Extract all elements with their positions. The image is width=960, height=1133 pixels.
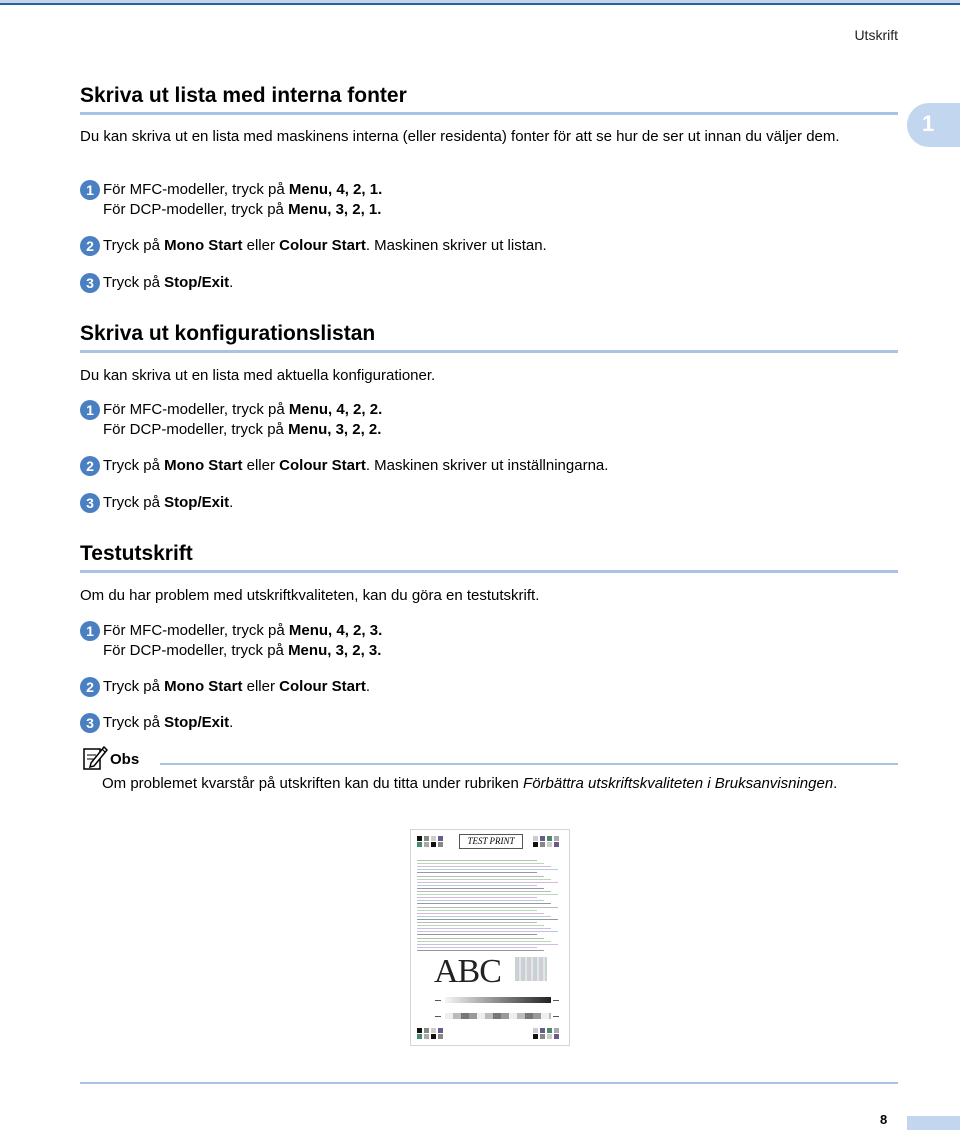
test-text-line xyxy=(417,910,537,911)
step-text: Tryck på xyxy=(103,274,160,291)
section-rule xyxy=(80,570,898,573)
chapter-number: 1 xyxy=(922,111,935,136)
running-header: Utskrift xyxy=(854,27,898,43)
bar-tick xyxy=(553,1016,559,1017)
test-text-line xyxy=(417,866,551,867)
color-square xyxy=(533,1028,538,1033)
step-text: För MFC-modeller, tryck på xyxy=(103,401,285,418)
key-label: Menu xyxy=(288,421,328,438)
step-text: . xyxy=(229,714,234,731)
page-tab xyxy=(907,1116,960,1130)
step-item xyxy=(80,713,895,733)
color-square xyxy=(533,1034,538,1039)
test-text-line xyxy=(417,941,551,942)
test-text-lines xyxy=(417,860,567,955)
test-text-line xyxy=(417,879,551,880)
color-square xyxy=(417,1034,422,1039)
test-text-line xyxy=(417,950,544,951)
key-label: Mono Start xyxy=(164,237,243,254)
color-square xyxy=(417,836,422,841)
page-number: 8 xyxy=(880,1112,888,1127)
footer-rule xyxy=(80,1082,898,1084)
color-square xyxy=(540,1028,545,1033)
step-text: För DCP-modeller, tryck på xyxy=(103,201,284,218)
test-text-line xyxy=(417,934,537,935)
step-number: 2 xyxy=(80,236,100,256)
menu-codes: , 3, 2, 1. xyxy=(327,201,382,218)
step-text: Tryck på xyxy=(103,678,160,695)
step-number: 2 xyxy=(80,456,100,476)
test-text-line xyxy=(417,885,537,886)
color-square xyxy=(540,1034,545,1039)
test-text-line xyxy=(417,922,537,923)
color-square xyxy=(417,842,422,847)
step-number: 3 xyxy=(80,273,100,293)
menu-codes: , 4, 2, 3. xyxy=(328,622,383,639)
color-square xyxy=(547,1028,552,1033)
key-label: Menu xyxy=(288,622,329,639)
test-text-line xyxy=(417,907,558,908)
test-text-line xyxy=(417,891,551,892)
step-text: För MFC-modeller, tryck på xyxy=(103,181,285,198)
color-square xyxy=(438,836,443,841)
test-text-line xyxy=(417,916,551,917)
top-rule xyxy=(0,0,960,5)
note-text-plain: . xyxy=(833,775,838,792)
color-square xyxy=(554,1034,559,1039)
bar-tick xyxy=(435,1016,441,1017)
step-item xyxy=(80,273,895,293)
test-print-title: TEST PRINT xyxy=(459,834,523,849)
key-label: Menu xyxy=(288,642,328,659)
test-text-line xyxy=(417,863,544,864)
section-rule xyxy=(80,350,898,353)
test-text-line xyxy=(417,944,558,945)
color-square xyxy=(540,842,545,847)
color-square xyxy=(554,836,559,841)
menu-codes: , 3, 2, 3. xyxy=(327,642,382,659)
menu-codes: , 3, 2, 2. xyxy=(327,421,382,438)
key-label: Colour Start xyxy=(279,678,366,695)
bar-tick xyxy=(553,1000,559,1001)
gray-gradient-bar xyxy=(445,997,551,1003)
step-number: 2 xyxy=(80,677,100,697)
step-text: eller xyxy=(246,457,275,474)
color-square xyxy=(547,1034,552,1039)
step-item xyxy=(80,456,895,476)
step-item xyxy=(80,236,895,256)
key-label: Menu xyxy=(288,181,329,198)
step-item xyxy=(80,400,895,442)
test-text-line xyxy=(417,888,544,889)
step-item xyxy=(80,677,895,697)
step-text: För MFC-modeller, tryck på xyxy=(103,622,285,639)
note-text xyxy=(102,774,892,794)
step-text: . xyxy=(229,274,234,291)
color-square xyxy=(438,1034,443,1039)
note-text-plain: Om problemet kvarstår på utskriften kan du titta under rubriken xyxy=(102,775,519,792)
color-square xyxy=(547,836,552,841)
step-number: 1 xyxy=(80,180,100,200)
test-text-line xyxy=(417,894,558,895)
test-text-line xyxy=(417,919,558,920)
test-text-line xyxy=(417,860,537,861)
color-patch xyxy=(515,957,547,981)
section-intro: Om du har problem med utskriftkvaliteten, kan du göra en testutskrift. xyxy=(80,587,540,604)
step-text: . Maskinen skriver ut listan. xyxy=(365,237,547,254)
menu-codes: , 4, 2, 1. xyxy=(328,181,383,198)
color-square xyxy=(547,842,552,847)
test-text-line xyxy=(417,925,544,926)
section-title: Skriva ut konfigurationslistan xyxy=(80,322,376,345)
note-text-italic: Förbättra utskriftskvaliteten i Bruksanvisningen xyxy=(523,775,834,792)
color-square xyxy=(554,842,559,847)
section-rule xyxy=(80,112,898,115)
color-square xyxy=(424,1034,429,1039)
step-text: . xyxy=(365,678,370,695)
step-text: För DCP-modeller, tryck på xyxy=(103,421,284,438)
section-title: Skriva ut lista med interna fonter xyxy=(80,84,407,107)
color-square xyxy=(540,836,545,841)
note-pencil-icon xyxy=(82,743,108,771)
color-square xyxy=(431,842,436,847)
step-text: Tryck på xyxy=(103,494,160,511)
color-square xyxy=(424,842,429,847)
step-item xyxy=(80,621,895,663)
gray-step-bar xyxy=(445,1013,551,1019)
test-text-line xyxy=(417,869,558,870)
color-square xyxy=(533,842,538,847)
key-label: Mono Start xyxy=(164,457,243,474)
test-text-line xyxy=(417,928,551,929)
step-text: . xyxy=(229,494,234,511)
step-item xyxy=(80,180,895,222)
step-number: 3 xyxy=(80,713,100,733)
test-text-line xyxy=(417,913,544,914)
key-label: Menu xyxy=(288,201,328,218)
chapter-tab xyxy=(907,103,960,147)
key-label: Colour Start xyxy=(279,237,366,254)
section-intro: Du kan skriva ut en lista med aktuella konfigurationer. xyxy=(80,367,436,384)
color-square xyxy=(533,836,538,841)
note-title: Obs xyxy=(110,751,140,768)
step-number: 3 xyxy=(80,493,100,513)
note-rule xyxy=(160,763,898,765)
color-square xyxy=(424,836,429,841)
key-label: Stop/Exit xyxy=(164,274,230,291)
test-text-line xyxy=(417,876,544,877)
test-text-line xyxy=(417,903,551,904)
section-intro: Du kan skriva ut en lista med maskinens interna (eller residenta) fonter för att se hur de ser ut innan du väljer dem. xyxy=(80,128,840,145)
test-text-line xyxy=(417,882,558,883)
step-text: För DCP-modeller, tryck på xyxy=(103,642,284,659)
test-text-line xyxy=(417,897,537,898)
step-text: eller xyxy=(246,678,275,695)
key-label: Menu xyxy=(288,401,329,418)
section-title: Testutskrift xyxy=(80,542,193,565)
step-text: eller xyxy=(246,237,275,254)
menu-codes: , 4, 2, 2. xyxy=(328,401,383,418)
color-square xyxy=(424,1028,429,1033)
step-text: . Maskinen skriver ut inställningarna. xyxy=(365,457,609,474)
bar-tick xyxy=(435,1000,441,1001)
step-text: Tryck på xyxy=(103,237,160,254)
test-text-line xyxy=(417,938,544,939)
color-square xyxy=(554,1028,559,1033)
test-print-illustration xyxy=(410,829,570,1046)
step-number: 1 xyxy=(80,621,100,641)
step-number: 1 xyxy=(80,400,100,420)
step-text: Tryck på xyxy=(103,457,160,474)
test-text-line xyxy=(417,900,544,901)
key-label: Colour Start xyxy=(279,457,366,474)
test-text-line xyxy=(417,931,558,932)
step-text: Tryck på xyxy=(103,714,160,731)
color-square xyxy=(431,836,436,841)
color-square xyxy=(438,1028,443,1033)
color-square xyxy=(431,1028,436,1033)
color-square xyxy=(431,1034,436,1039)
key-label: Stop/Exit xyxy=(164,714,230,731)
key-label: Mono Start xyxy=(164,678,243,695)
key-label: Stop/Exit xyxy=(164,494,230,511)
color-square xyxy=(438,842,443,847)
color-square xyxy=(417,1028,422,1033)
test-print-sample: ABC xyxy=(434,953,501,990)
test-text-line xyxy=(417,872,537,873)
step-item xyxy=(80,493,895,513)
test-text-line xyxy=(417,947,537,948)
